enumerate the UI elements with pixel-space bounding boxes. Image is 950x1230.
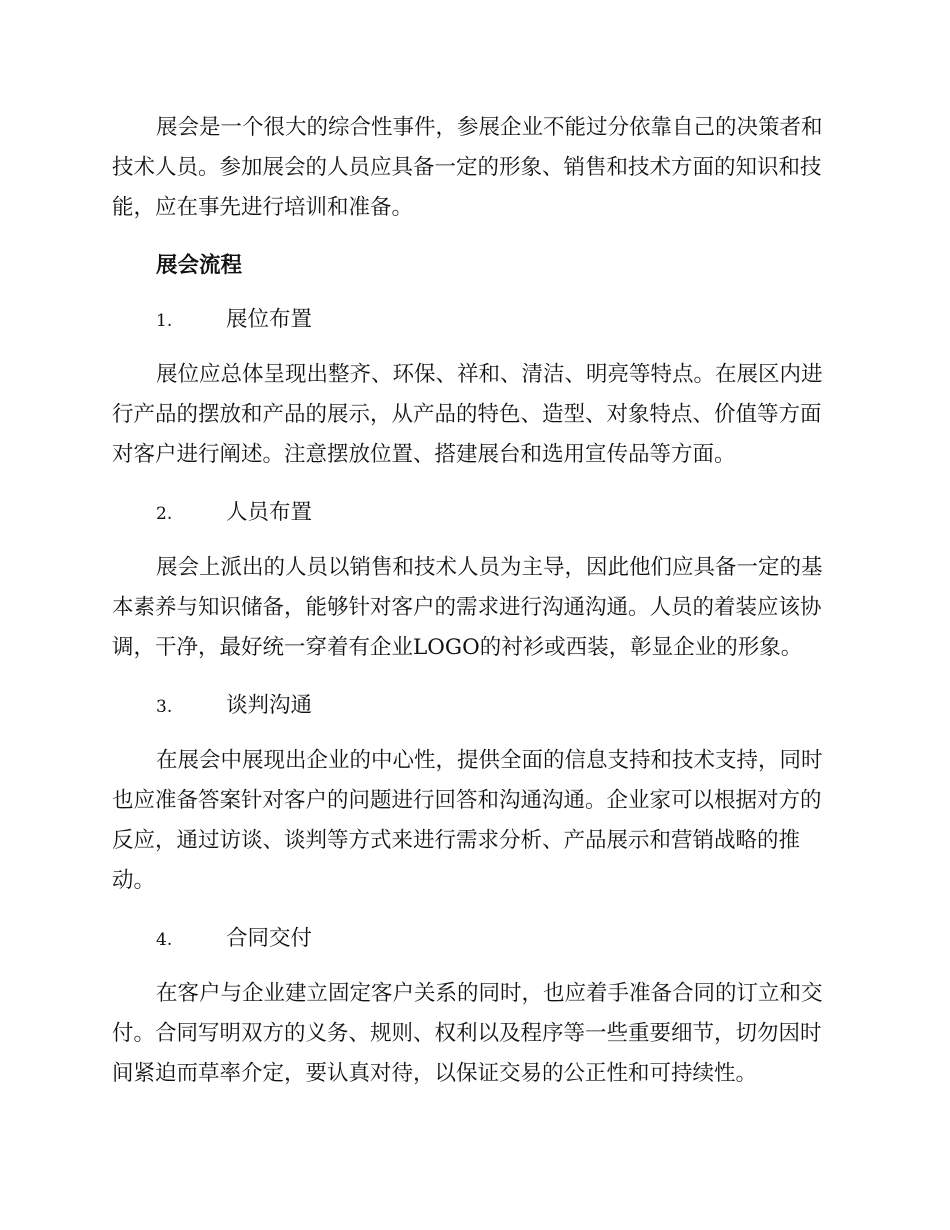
list-item-number: 1. — [156, 311, 173, 331]
section-heading: 展会流程 — [156, 253, 243, 278]
list-item-1 — [156, 300, 832, 341]
list-item-number: 2. — [156, 504, 173, 524]
list-item-3 — [156, 686, 832, 727]
document-page — [112, 108, 832, 1112]
list-item-number: 4. — [156, 930, 173, 950]
list-item-title: 合同交付 — [226, 926, 313, 951]
item-3-paragraph: 在展会中展现出企业的中心性，提供全面的信息支持和技术支持，同时也应准备答案针对客户的问题进行回答和沟通沟通。企业家可以根据对方的反应，通过访谈、谈判等方式来进行需求分析、产品展示和营销战略的推动。 — [112, 748, 823, 893]
list-item-2 — [156, 493, 832, 534]
item-4-paragraph: 在客户与企业建立固定客户关系的同时，也应着手准备合同的订立和交付。合同写明双方的义务、规则、权利以及程序等一些重要细节，切勿因时间紧迫而草率介定，要认真对待，以保证交易的公正性和可持续性。 — [112, 981, 823, 1086]
intro-paragraph: 展会是一个很大的综合性事件，参展企业不能过分依靠自己的决策者和技术人员。参加展会的人员应具备一定的形象、销售和技术方面的知识和技能，应在事先进行培训和准备。 — [112, 115, 823, 220]
item-2-paragraph: 展会上派出的人员以销售和技术人员为主导，因此他们应具备一定的基本素养与知识储备，能够针对客户的需求进行沟通沟通。人员的着装应该协调，干净，最好统一穿着有企业LOGO的衬衫或西装，彰显企业的形象。 — [112, 555, 823, 660]
list-item-4 — [156, 919, 832, 960]
list-item-title: 展位布置 — [226, 307, 313, 332]
item-1-paragraph: 展位应总体呈现出整齐、环保、祥和、清洁、明亮等特点。在展区内进行产品的摆放和产品的展示，从产品的特色、造型、对象特点、价值等方面对客户进行阐述。注意摆放位置、搭建展台和选用宣传品等方面。 — [112, 362, 823, 467]
list-item-title: 人员布置 — [226, 500, 313, 525]
list-item-number: 3. — [156, 697, 173, 717]
list-item-title: 谈判沟通 — [226, 693, 313, 718]
